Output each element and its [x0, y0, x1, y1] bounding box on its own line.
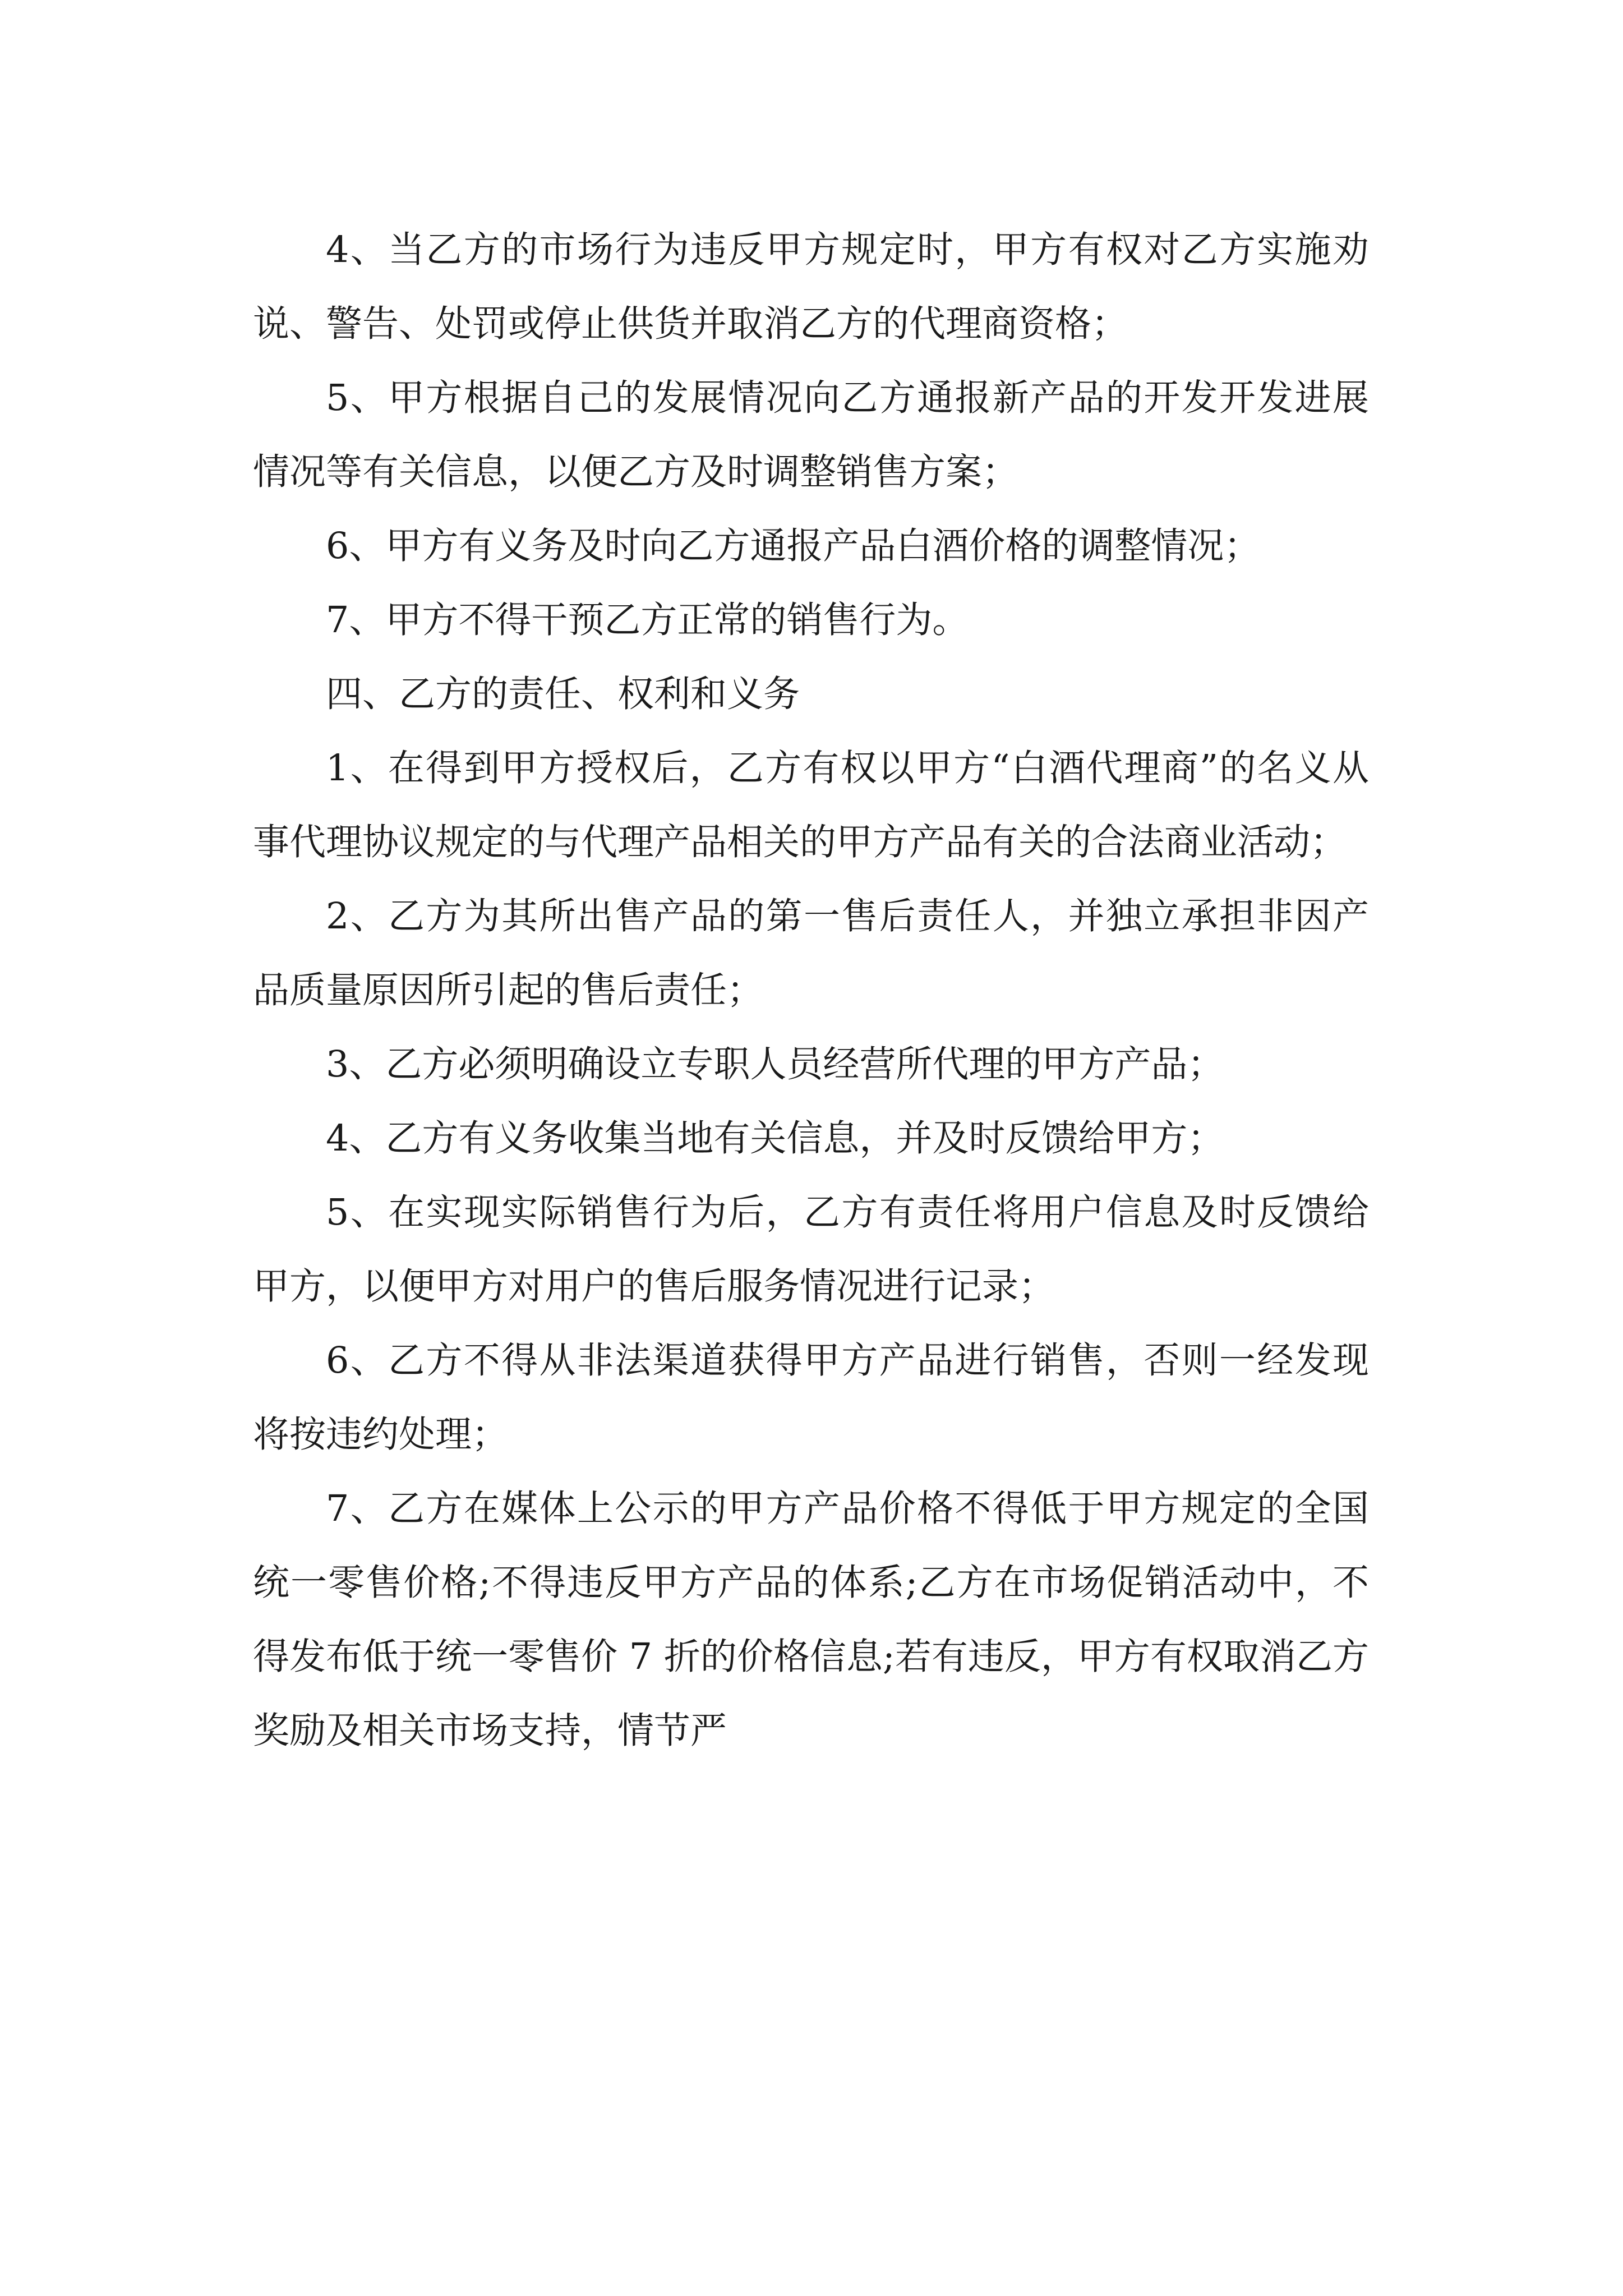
paragraph-party-b-clause-4: 4、乙方有义务收集当地有关信息，并及时反馈给甲方； [326, 1117, 1224, 1159]
paragraph-clause-5: 5、甲方根据自己的发展情况向乙方通报新产品的开发开发进展情况等有关信息，以便乙方及时调整销售方案； [253, 377, 1369, 493]
paragraph-party-b-clause-6: 6、乙方不得从非法渠道获得甲方产品进行销售，否则一经发现将按违约处理； [253, 1340, 1369, 1456]
paragraph-party-b-clause-5: 5、在实现实际销售行为后，乙方有责任将用户信息及时反馈给甲方，以便甲方对用户的售后服务情况进行记录； [253, 1191, 1369, 1308]
paragraph-clause-6: 6、甲方有义务及时向乙方通报产品白酒价格的调整情况； [326, 525, 1261, 567]
paragraph-party-b-clause-2: 2、乙方为其所出售产品的第一售后责任人，并独立承担非因产品质量原因所引起的售后责任； [253, 895, 1369, 1011]
section-heading: 四、乙方的责任、权利和义务 [326, 673, 800, 715]
paragraph-party-b-clause-3: 3、乙方必须明确设立专职人员经营所代理的甲方产品； [326, 1043, 1224, 1085]
paragraph-clause-4: 4、当乙方的市场行为违反甲方规定时，甲方有权对乙方实施劝说、警告、处罚或停止供货并取消乙方的代理商资格； [253, 229, 1369, 345]
paragraph-party-b-clause-7: 7、乙方在媒体上公示的甲方产品价格不得低于甲方规定的全国统一零售价格;不得违反甲方产品的体系;乙方在市场促销活动中，不得发布低于统一零售价 7 折的价格信息;若有违反，甲方有权取消乙方奖励及相关市场支持，情节严 [253, 1488, 1369, 1752]
document-body [253, 213, 1369, 1768]
paragraph-party-b-clause-1: 1、在得到甲方授权后，乙方有权以甲方“白酒代理商”的名义从事代理协议规定的与代理产品相关的甲方产品有关的合法商业活动； [253, 747, 1369, 863]
paragraph-clause-7: 7、甲方不得干预乙方正常的销售行为。 [326, 599, 969, 641]
